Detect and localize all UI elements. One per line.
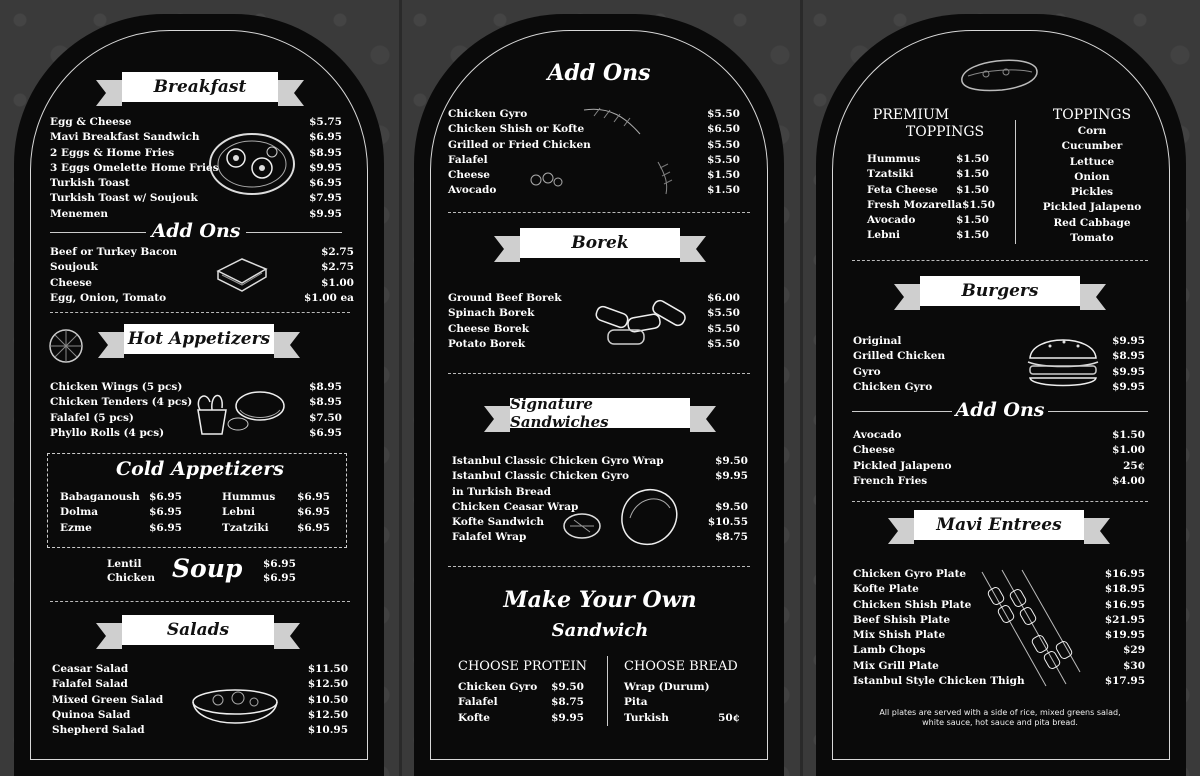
burgers-banner xyxy=(920,276,1080,306)
herbs-sketch xyxy=(570,96,690,196)
item-price: $9.50 xyxy=(715,500,748,513)
menu-item xyxy=(50,191,342,206)
item-price: $6.95 xyxy=(263,572,296,584)
menu-item xyxy=(853,428,1145,443)
divider xyxy=(852,260,1148,261)
column-divider xyxy=(1015,120,1016,244)
item-name: Tzatziki xyxy=(222,521,269,534)
hot-appetizers-banner xyxy=(124,324,274,354)
item-name: Turkish Toast xyxy=(50,177,130,190)
item-price: $1.00 ea xyxy=(303,291,354,304)
topping-item: Corn xyxy=(1077,125,1107,137)
make-your-own-subtitle: Sandwich xyxy=(551,620,649,641)
item-name: Kofte Sandwich xyxy=(452,516,545,529)
item-name: Chicken Shish Plate xyxy=(853,598,972,611)
item-price: $8.75 xyxy=(551,696,584,709)
item-name: Mix Grill Plate xyxy=(853,659,939,672)
item-name: Lentil xyxy=(107,558,142,570)
divider xyxy=(50,312,350,313)
menu-item xyxy=(867,167,989,182)
item-price: $9.95 xyxy=(1112,335,1145,347)
item-name: French Fries xyxy=(853,474,928,487)
item-price: $9.95 xyxy=(309,161,342,174)
item-name: Wrap (Durum) xyxy=(624,681,710,693)
item-price: $10.95 xyxy=(307,724,348,737)
cold-appetizers-right xyxy=(222,490,330,536)
menu-item xyxy=(60,505,182,520)
item-name: Avocado xyxy=(853,429,902,441)
item-price: $10.50 xyxy=(307,693,348,706)
menu-item xyxy=(50,176,342,191)
burger-sketch xyxy=(1024,328,1102,392)
item-price: $12.50 xyxy=(307,708,348,721)
item-price: $5.75 xyxy=(309,116,342,128)
item-price: $5.50 xyxy=(707,322,740,335)
item-name: Turkish xyxy=(624,711,669,724)
item-name: Grilled Chicken xyxy=(853,350,946,363)
menu-item xyxy=(853,459,1145,474)
item-name: 3 Eggs Omelette Home Fries xyxy=(50,161,219,174)
item-price: $1.50 xyxy=(707,169,740,182)
item-price: $5.50 xyxy=(707,153,740,166)
item-name: Lebni xyxy=(222,506,256,519)
item-price: $2.75 xyxy=(321,246,354,258)
item-name: Chicken Tenders (4 pcs) xyxy=(50,396,193,409)
signature-sandwiches-banner xyxy=(510,395,690,431)
section-title: Salads xyxy=(166,620,230,640)
item-price: $1.50 xyxy=(956,153,989,165)
topping-item: Lettuce xyxy=(1069,155,1115,168)
item-price: $6.95 xyxy=(297,491,330,503)
topping-item: Red Cabbage xyxy=(1053,216,1131,229)
item-price: $6.95 xyxy=(149,491,182,503)
divider xyxy=(448,566,750,567)
item-price: $6.50 xyxy=(707,123,740,136)
divider xyxy=(448,212,750,213)
item-name: Dolma xyxy=(60,506,99,519)
cold-appetizers-left xyxy=(60,490,182,536)
item-name: Mix Shish Plate xyxy=(853,629,946,642)
item-price: $12.50 xyxy=(307,678,348,691)
menu-item xyxy=(50,146,342,161)
section-title: Burgers xyxy=(961,281,1039,301)
menu-item xyxy=(867,228,989,243)
menu-item xyxy=(853,443,1145,458)
sandwich-sketch xyxy=(956,52,1042,96)
item-price: $9.50 xyxy=(551,681,584,693)
item-name: Soujouk xyxy=(50,261,98,274)
item-name: Babaganoush xyxy=(60,491,140,503)
topping-item: Cucumber xyxy=(1061,140,1123,153)
item-name: Chicken Gyro xyxy=(448,108,528,120)
item-price: 50¢ xyxy=(718,711,740,724)
breakfast-banner xyxy=(122,72,278,102)
item-price: $5.50 xyxy=(707,307,740,320)
item-name: Chicken xyxy=(107,572,155,584)
note-line: All plates are served with a side of rice, mixed greens salad, xyxy=(879,708,1121,717)
item-name: Quinoa Salad xyxy=(52,708,131,721)
item-name: Chicken Gyro Plate xyxy=(853,568,967,580)
menu-item xyxy=(624,695,740,710)
item-price: $9.95 xyxy=(309,207,342,220)
lemon-sketch xyxy=(46,326,86,366)
menu-item xyxy=(222,521,330,536)
menu-item xyxy=(60,490,182,505)
breakfast-plate-sketch xyxy=(206,130,298,198)
item-name: Tzatsiki xyxy=(867,168,914,181)
item-price: $17.95 xyxy=(1104,675,1145,688)
menu-item xyxy=(222,490,330,505)
menu-item xyxy=(853,474,1145,489)
item-price: $1.50 xyxy=(707,184,740,197)
item-price: $16.95 xyxy=(1104,568,1145,580)
item-name: Turkish Toast w/ Soujouk xyxy=(50,192,198,205)
skewers-sketch xyxy=(976,568,1086,690)
menu-item xyxy=(50,260,354,275)
item-price: $18.95 xyxy=(1104,583,1145,596)
item-price: $6.95 xyxy=(309,131,342,144)
item-price: $2.75 xyxy=(321,261,354,274)
item-name: Falafel Wrap xyxy=(452,531,527,544)
item-name: Feta Cheese xyxy=(867,183,938,196)
entrees-note xyxy=(860,708,1140,728)
item-name: Cheese xyxy=(448,169,490,182)
mavi-entrees-banner xyxy=(914,510,1084,540)
soup-names xyxy=(107,557,157,585)
item-price: $8.95 xyxy=(309,396,342,409)
item-name: Ceasar Salad xyxy=(52,663,129,675)
item-price: $5.50 xyxy=(707,337,740,350)
item-name: Egg, Onion, Tomato xyxy=(50,291,167,304)
premium-toppings-list xyxy=(867,152,995,244)
section-title: Breakfast xyxy=(153,77,247,97)
item-name: Pita xyxy=(624,696,648,709)
section-title: Mavi Entrees xyxy=(936,515,1062,535)
burger-addons-heading: Add Ons xyxy=(955,399,1045,421)
divider xyxy=(50,601,350,602)
item-name: 2 Eggs & Home Fries xyxy=(50,146,175,159)
item-price: $6.95 xyxy=(297,506,330,519)
menu-item xyxy=(50,115,342,130)
menu-item xyxy=(624,680,740,695)
item-price: $11.50 xyxy=(307,663,348,675)
item-name: Ground Beef Borek xyxy=(448,292,562,304)
addons-title: Add Ons xyxy=(547,60,651,86)
item-name: Falafel xyxy=(448,153,488,166)
topping-item: Tomato xyxy=(1070,232,1114,245)
item-price: $6.95 xyxy=(309,177,342,190)
item-price: $9.95 xyxy=(1112,365,1145,378)
section-title: Borek xyxy=(571,233,629,253)
item-price: $19.95 xyxy=(1104,629,1145,642)
item-price: $9.95 xyxy=(715,470,748,483)
item-name: Hummus xyxy=(222,491,276,503)
menu-item xyxy=(867,198,995,213)
item-price: $8.75 xyxy=(715,531,748,544)
addons-heading: Add Ons xyxy=(151,220,241,242)
salads-banner xyxy=(122,615,274,645)
item-name: Chicken Wings (5 pcs) xyxy=(50,381,183,393)
item-price: $5.50 xyxy=(707,138,740,151)
item-name: Chicken Gyro xyxy=(458,681,538,693)
topping-item: Onion xyxy=(1074,170,1110,183)
item-price: $10.55 xyxy=(707,516,748,529)
salad-bowl-sketch xyxy=(188,686,282,742)
choose-bread-heading: CHOOSE BREAD xyxy=(624,659,738,674)
premium-heading-line1: PREMIUM xyxy=(872,107,950,123)
item-name: Lebni xyxy=(867,229,901,242)
menu-item xyxy=(50,245,354,260)
menu-item xyxy=(452,454,748,469)
item-name: Phyllo Rolls (4 pcs) xyxy=(50,426,165,439)
item-price: $8.95 xyxy=(309,146,342,159)
item-price: $1.50 xyxy=(1112,429,1145,441)
item-name: Cheese xyxy=(50,276,92,289)
borek-sketch xyxy=(588,296,694,354)
item-price: $5.50 xyxy=(707,108,740,120)
item-price: $7.50 xyxy=(309,411,342,424)
item-price: $16.95 xyxy=(1104,598,1145,611)
item-price: $1.50 xyxy=(956,183,989,196)
item-name: Avocado xyxy=(448,184,497,197)
choose-protein-heading: CHOOSE PROTEIN xyxy=(458,659,587,674)
menu-item xyxy=(50,161,342,176)
menu-item xyxy=(50,130,342,145)
item-name: Original xyxy=(853,335,902,347)
item-name: Pickled Jalapeno xyxy=(853,459,952,472)
item-price: $7.95 xyxy=(309,192,342,205)
section-title: Signature Sandwiches xyxy=(510,395,609,431)
item-price: $6.95 xyxy=(149,506,182,519)
item-name: Avocado xyxy=(867,214,916,227)
toppings-list xyxy=(1040,124,1144,246)
column-divider xyxy=(607,656,608,726)
item-name: Fresh Mozarella xyxy=(867,198,963,211)
item-name: Mavi Breakfast Sandwich xyxy=(50,131,200,144)
divider xyxy=(448,373,750,374)
item-name: Egg & Cheese xyxy=(50,116,132,128)
toppings-heading: TOPPINGS xyxy=(1052,107,1132,123)
menu-item xyxy=(867,213,989,228)
menu-item xyxy=(458,711,584,726)
bread-list xyxy=(624,680,740,726)
item-name: Mixed Green Salad xyxy=(52,693,164,706)
item-price: $9.95 xyxy=(551,711,584,724)
item-price: $1.00 xyxy=(1112,444,1145,457)
item-price: $1.50 xyxy=(956,168,989,181)
menu-item xyxy=(222,505,330,520)
item-name: Chicken Shish or Kofte xyxy=(448,123,585,136)
item-price: $29 xyxy=(1123,644,1145,657)
item-name: Istanbul Classic Chicken Gyro xyxy=(452,470,629,483)
menu-item xyxy=(867,183,989,198)
toast-sketch xyxy=(212,253,270,295)
item-price: $1.50 xyxy=(962,198,995,211)
item-name: Gyro xyxy=(853,365,881,378)
item-price: $8.95 xyxy=(309,381,342,393)
item-price: $8.95 xyxy=(1112,350,1145,363)
item-name: Menemen xyxy=(50,207,109,220)
item-name: Chicken Gyro xyxy=(853,380,933,393)
item-price: $1.50 xyxy=(956,214,989,227)
item-price: $1.50 xyxy=(956,229,989,242)
item-price: $9.95 xyxy=(1112,380,1145,393)
burger-addons-list xyxy=(853,428,1145,489)
menu-item xyxy=(50,291,354,306)
item-price: 25¢ xyxy=(1123,459,1145,472)
menu-item xyxy=(458,695,584,710)
item-name: Kofte Plate xyxy=(853,583,919,596)
menu-item xyxy=(458,680,584,695)
item-name: Chicken Ceasar Wrap xyxy=(452,500,579,513)
wrap-sketch xyxy=(560,478,686,550)
section-title: Hot Appetizers xyxy=(127,329,271,349)
item-name: Lamb Chops xyxy=(853,644,926,657)
item-name: Potato Borek xyxy=(448,337,526,350)
addons-list xyxy=(50,245,354,306)
divider xyxy=(50,232,146,233)
topping-item: Pickles xyxy=(1070,186,1114,199)
item-price: $9.50 xyxy=(715,455,748,467)
item-name: Shepherd Salad xyxy=(52,724,145,737)
item-name: Istanbul Style Chicken Thigh xyxy=(853,675,1025,688)
item-name: Spinach Borek xyxy=(448,307,535,320)
item-name: in Turkish Bread xyxy=(452,485,551,498)
item-price: $1.00 xyxy=(321,276,354,289)
protein-list xyxy=(458,680,584,726)
menu-item xyxy=(624,711,740,726)
item-name: Beef Shish Plate xyxy=(853,613,951,626)
item-name: Ezme xyxy=(60,521,92,534)
borek-banner xyxy=(520,228,680,258)
chickpeas-sketch xyxy=(528,170,564,190)
menu-item xyxy=(60,521,182,536)
item-name: Falafel xyxy=(458,696,498,709)
wings-sketch xyxy=(190,380,288,438)
item-name: Hummus xyxy=(867,153,921,165)
item-name: Falafel (5 pcs) xyxy=(50,411,134,424)
item-name: Beef or Turkey Bacon xyxy=(50,246,178,258)
cold-appetizers-heading: Cold Appetizers xyxy=(116,458,284,480)
menu-item xyxy=(52,662,348,677)
item-price: $6.95 xyxy=(263,558,296,570)
item-price: $6.95 xyxy=(309,426,342,439)
item-price: $6.00 xyxy=(707,292,740,304)
menu-item xyxy=(867,152,989,167)
divider xyxy=(1048,411,1148,412)
divider xyxy=(852,411,952,412)
item-price: $21.95 xyxy=(1104,613,1145,626)
divider xyxy=(852,501,1148,502)
breakfast-list xyxy=(50,115,342,222)
premium-heading-line2: TOPPINGS xyxy=(905,124,985,140)
topping-item: Pickled Jalapeno xyxy=(1042,201,1142,214)
menu-item xyxy=(50,276,354,291)
item-name: Kofte xyxy=(458,711,490,724)
item-name: Falafel Salad xyxy=(52,678,128,691)
soup-heading: Soup xyxy=(172,554,243,583)
item-name: Cheese xyxy=(853,444,895,457)
item-name: Cheese Borek xyxy=(448,322,529,335)
item-price: $4.00 xyxy=(1112,474,1145,487)
item-name: Grilled or Fried Chicken xyxy=(448,138,591,151)
note-line: white sauce, hot sauce and pita bread. xyxy=(922,718,1078,727)
item-price: $6.95 xyxy=(297,521,330,534)
item-name: Istanbul Classic Chicken Gyro Wrap xyxy=(452,455,664,467)
soup-prices xyxy=(263,557,303,585)
divider xyxy=(246,232,342,233)
item-price: $30 xyxy=(1123,659,1145,672)
make-your-own-title: Make Your Own xyxy=(503,587,697,613)
item-price: $6.95 xyxy=(149,521,182,534)
